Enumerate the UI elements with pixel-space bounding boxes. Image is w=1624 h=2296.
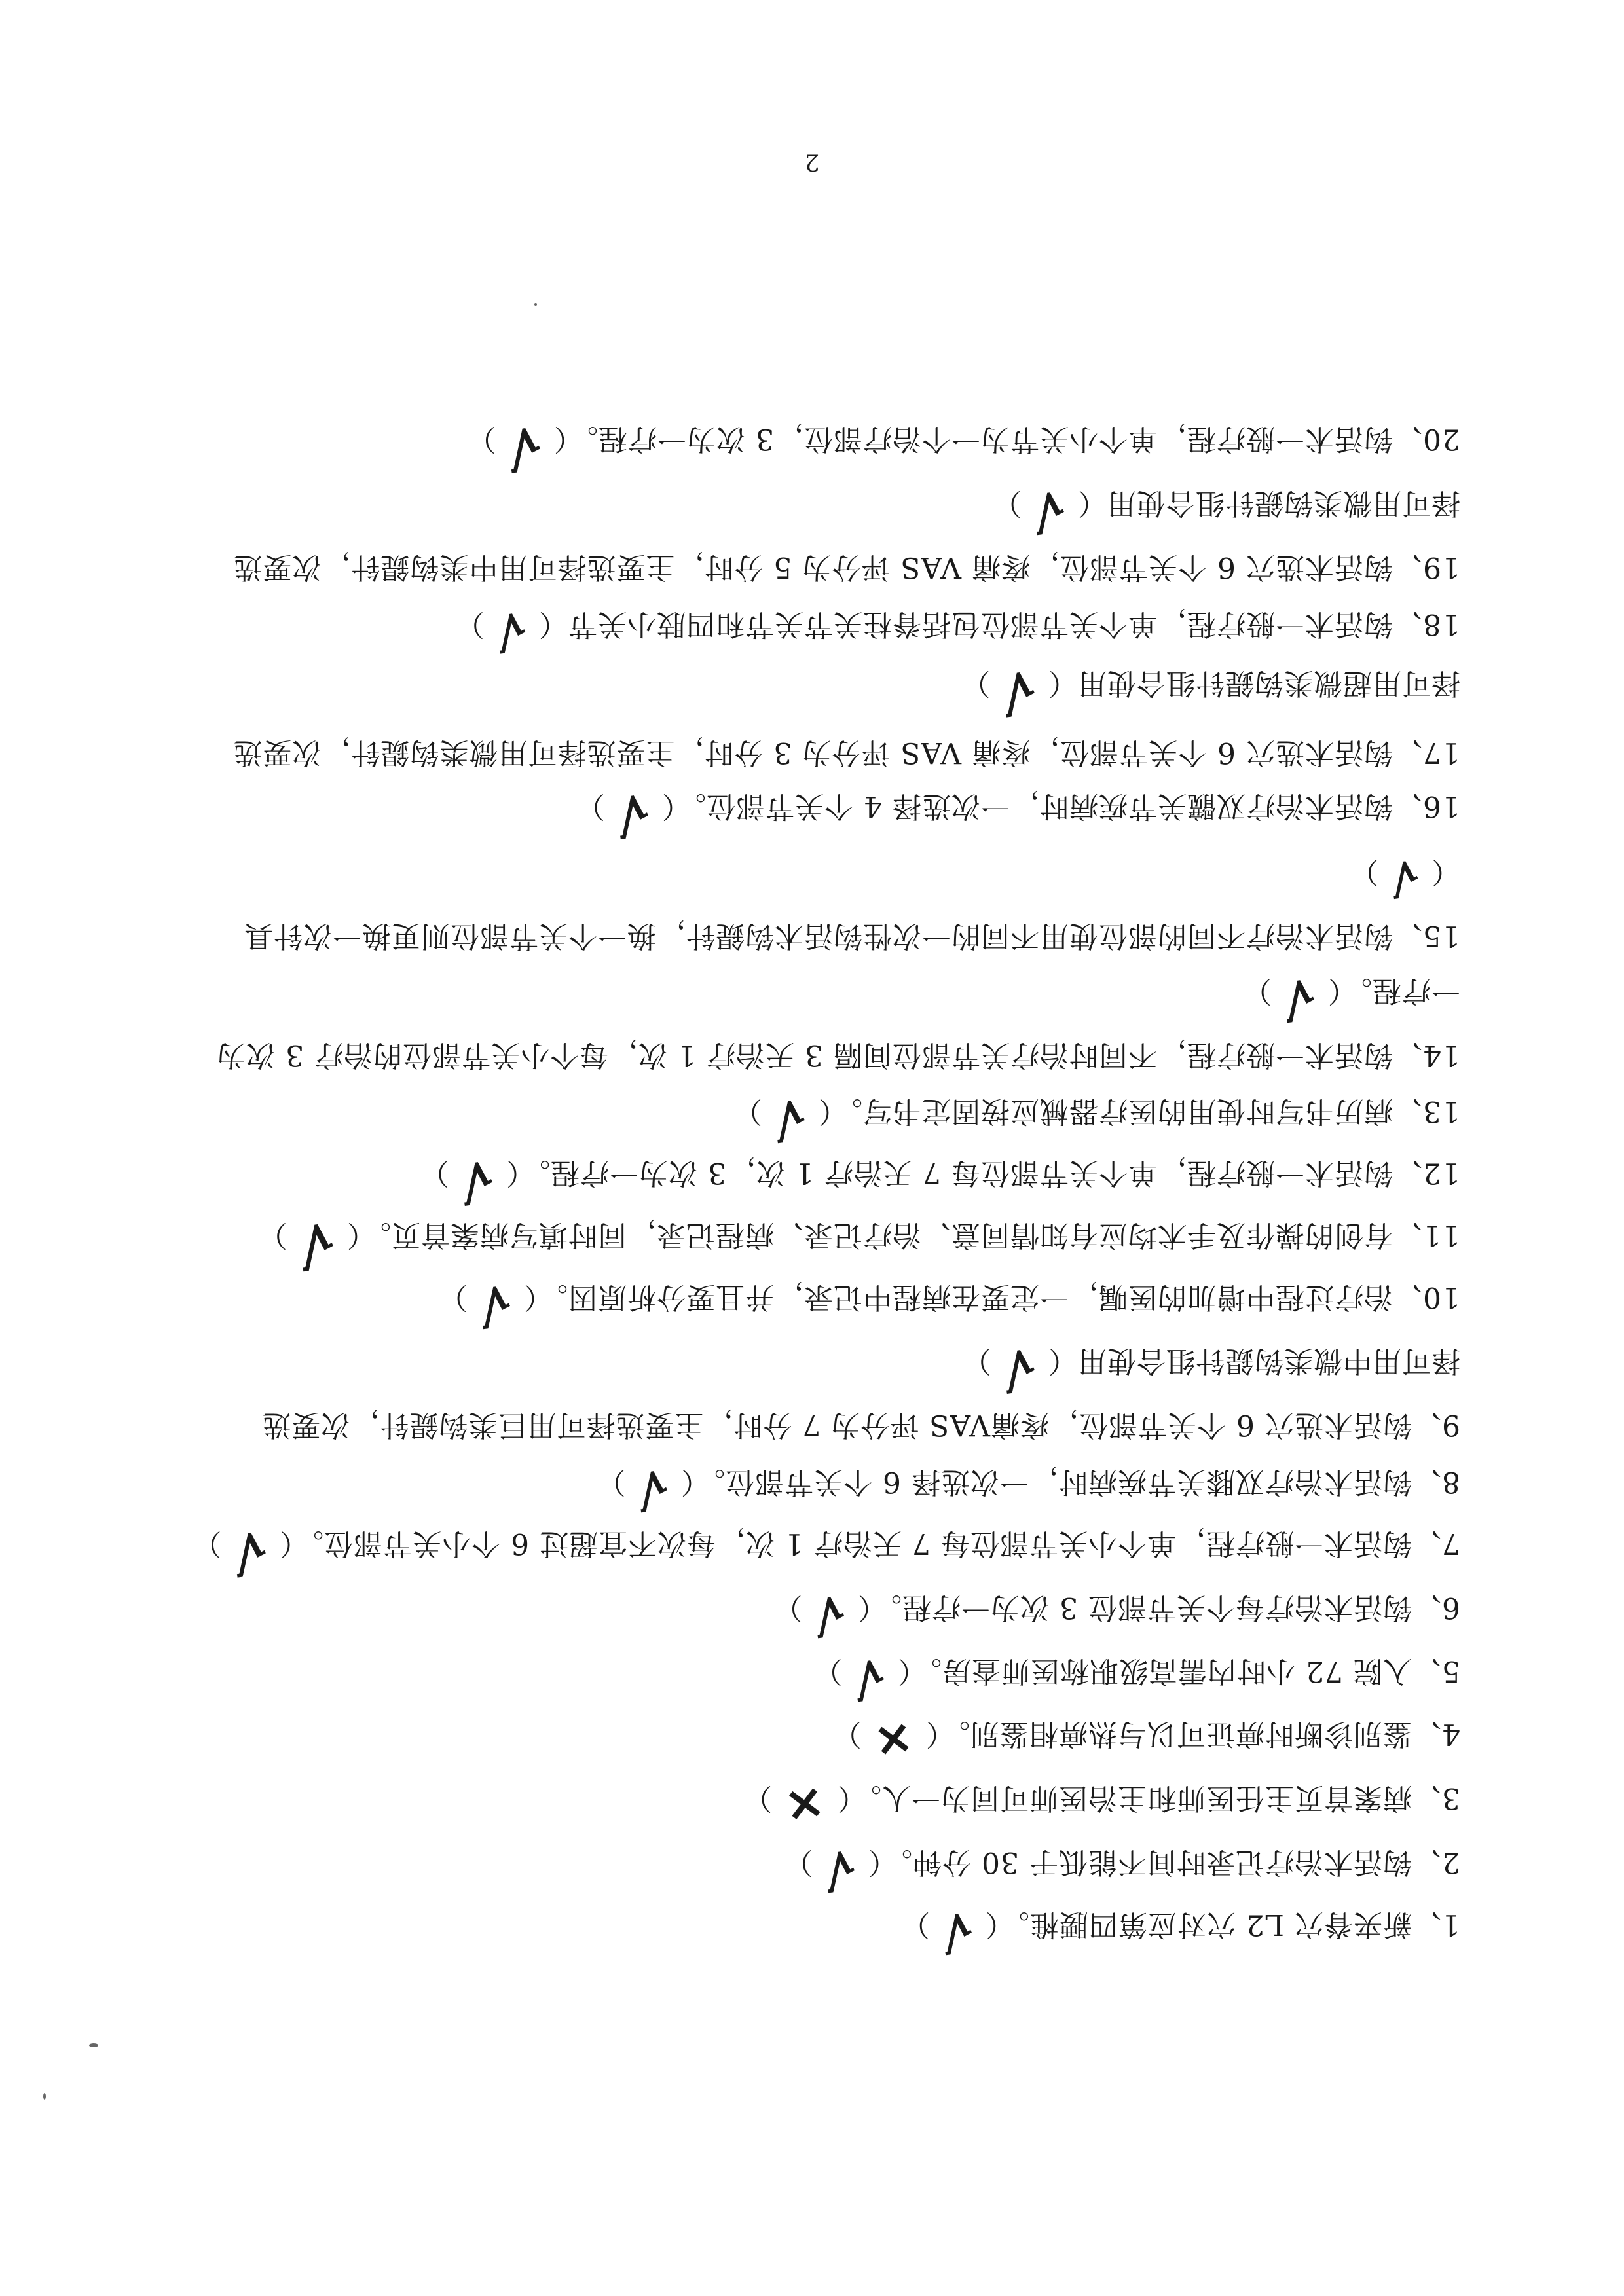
check-mark-icon: √: [1280, 968, 1320, 1028]
closing-bracket: ）: [961, 666, 991, 700]
question-line: [92, 415, 1460, 479]
question-text: 19、钩活术选穴 6 个关节部位，疼痛 VAS 评分为 5 分时，主要选择可用中类钩鍉针，次要选: [232, 551, 1460, 584]
closing-bracket: ）: [257, 1218, 287, 1252]
closing-bracket: ）: [596, 1465, 626, 1499]
question-text: 9、钩活术选穴 6 个关节部位，疼痛VAS 评分为 7 分时，主要选择可用巨类钩鍉针，次要选: [261, 1408, 1460, 1442]
question-line: [92, 1649, 1460, 1706]
question-line: [92, 1211, 1460, 1277]
question-line: [92, 1840, 1460, 1897]
question-line: [92, 1337, 1460, 1398]
question-line: [92, 1902, 1460, 1959]
question-line: [92, 1274, 1460, 1334]
closing-bracket: ）: [732, 1095, 762, 1128]
closing-bracket: ）: [437, 1281, 468, 1314]
check-mark-icon: √: [999, 1337, 1040, 1398]
scan-speck: [43, 2093, 46, 2100]
closing-bracket: ）: [773, 1591, 803, 1624]
check-mark-icon: √: [456, 1149, 498, 1211]
check-mark-icon: √: [295, 1211, 339, 1277]
question-text: 一疗程。（: [1327, 974, 1460, 1008]
scan-speck: [89, 2043, 98, 2047]
check-mark-icon: √: [810, 1585, 849, 1643]
check-mark-icon: √: [633, 1459, 673, 1517]
cross-mark-icon: ×: [780, 1774, 829, 1836]
question-line: [92, 734, 1460, 771]
check-mark-icon: √: [504, 415, 546, 479]
question-line: [92, 549, 1460, 585]
closing-bracket: ）: [1349, 855, 1379, 888]
closing-bracket: ）: [783, 1846, 813, 1879]
question-text: 6、钩活术治疗每个关节部位 3 次为一疗程。（: [857, 1591, 1460, 1624]
check-mark-icon: √: [770, 1088, 810, 1148]
question-line: [92, 1088, 1460, 1148]
closing-bracket: ）: [419, 1156, 449, 1190]
question-text: 17、钩活术选穴 6 个关节部位，疼痛 VAS 评分为 3 分时，主要选择可用微类钩鍉针，次要选: [232, 736, 1460, 769]
question-text: 择可用中微类钩鍉针组合使用（: [1048, 1344, 1460, 1377]
question-line: [92, 1459, 1460, 1517]
closing-bracket: ）: [575, 790, 605, 823]
question-text: 12、钩活术一般疗程，单个关节部位每 7 天治疗 1 次，3 次为一疗程。（: [506, 1156, 1460, 1190]
question-line: [92, 1585, 1460, 1643]
question-text: 7、钩活术一般疗程，单个小关节部位每 7 天治疗 1 次，每次不宜超过 6 个小关节部位。（: [279, 1527, 1460, 1560]
question-text: 4、鉴别诊断时痹证可以与热痹相鉴别。（: [925, 1717, 1460, 1751]
closing-bracket: ）: [813, 1654, 843, 1688]
question-text: 1、新夹脊穴 L2 穴对应第四腰椎。（: [984, 1908, 1460, 1941]
cross-mark-icon: ×: [870, 1711, 917, 1771]
closing-bracket: ）: [832, 1717, 862, 1751]
question-text: 5、入院 72 小时内需高级职称医师查房。（: [897, 1654, 1460, 1688]
question-text: 2、钩活术治疗记录时间不能低于 30 分钟。（: [868, 1846, 1460, 1879]
question-line: [92, 1406, 1460, 1443]
question-line: [92, 1149, 1460, 1211]
question-line: [92, 782, 1460, 844]
closing-bracket: ）: [991, 486, 1022, 520]
question-line: [92, 968, 1460, 1028]
check-mark-icon: √: [850, 1649, 889, 1706]
scan-speck: [534, 303, 537, 306]
closing-bracket: ）: [192, 1527, 222, 1560]
question-line: [92, 917, 1460, 954]
check-mark-icon: √: [1387, 850, 1422, 902]
question-line: [92, 1036, 1460, 1073]
check-mark-icon: √: [821, 1840, 860, 1897]
question-text: 18、钩活术一般疗程，单个关节部位包括脊柱关节关节和四肢小关节（: [538, 608, 1460, 641]
question-line: [92, 659, 1460, 723]
question-text: 10、治疗过程中增加的医嘱，一定要在病程中记录，并且要分析原因。（: [523, 1281, 1460, 1314]
closing-bracket: ）: [961, 1344, 991, 1377]
closing-bracket: ）: [466, 422, 496, 456]
question-text: 3、病案首页主任医师和主治医师可同为一人。（: [837, 1781, 1460, 1815]
question-text: 8、钩活术治疗双膝关节疾病时，一次选择 6 个关节部位。（: [680, 1465, 1460, 1499]
check-mark-icon: √: [938, 1902, 977, 1959]
question-text: 14、钩活术一般疗程，不同时治疗关节部位间隔 3 天治疗 1 次，每个小关节部位的治疗 3 次为: [216, 1038, 1460, 1072]
question-line: [92, 850, 1460, 902]
question-text: 11、有创的操作及手术均应有知情同意、治疗记录、病程记录，同时填写病案首页。（: [346, 1218, 1460, 1252]
check-mark-icon: √: [492, 602, 530, 657]
check-mark-icon: √: [229, 1520, 272, 1583]
closing-bracket: ）: [454, 608, 485, 641]
page-number: 2: [804, 148, 820, 175]
question-line: [92, 602, 1460, 657]
closing-bracket: ）: [1242, 974, 1272, 1008]
question-text: 13、病历书写时使用的医疗器械应按固定书写。（: [818, 1095, 1460, 1128]
question-text: 择可用超微类钩鍉针组合使用（: [1048, 666, 1460, 700]
question-line: [92, 1520, 1460, 1583]
check-mark-icon: √: [1029, 480, 1069, 540]
check-mark-icon: √: [998, 659, 1041, 723]
closing-bracket: ）: [900, 1908, 931, 1941]
check-mark-icon: √: [612, 782, 654, 844]
question-line: [92, 480, 1460, 540]
closing-bracket: ）: [742, 1781, 772, 1815]
question-text: 16、钩活术治疗双髋关节疾病时，一次选择 4 个关节部位。（: [661, 790, 1460, 823]
question-text: 20、钩活术一般疗程，单个小关节为一个治疗部位，3 次为一疗程。（: [553, 422, 1460, 456]
question-text: 15、钩活术治疗不同的部位使用不同的一次性钩活术钩鍉针，换一个关节部位则更换一次针具: [244, 919, 1460, 953]
question-line: [92, 1774, 1460, 1836]
question-text: 择可用微类钩鍉针组合使用（: [1077, 486, 1460, 520]
question-line: [92, 1711, 1460, 1771]
check-mark-icon: √: [475, 1274, 515, 1334]
question-text: （: [1431, 855, 1460, 888]
